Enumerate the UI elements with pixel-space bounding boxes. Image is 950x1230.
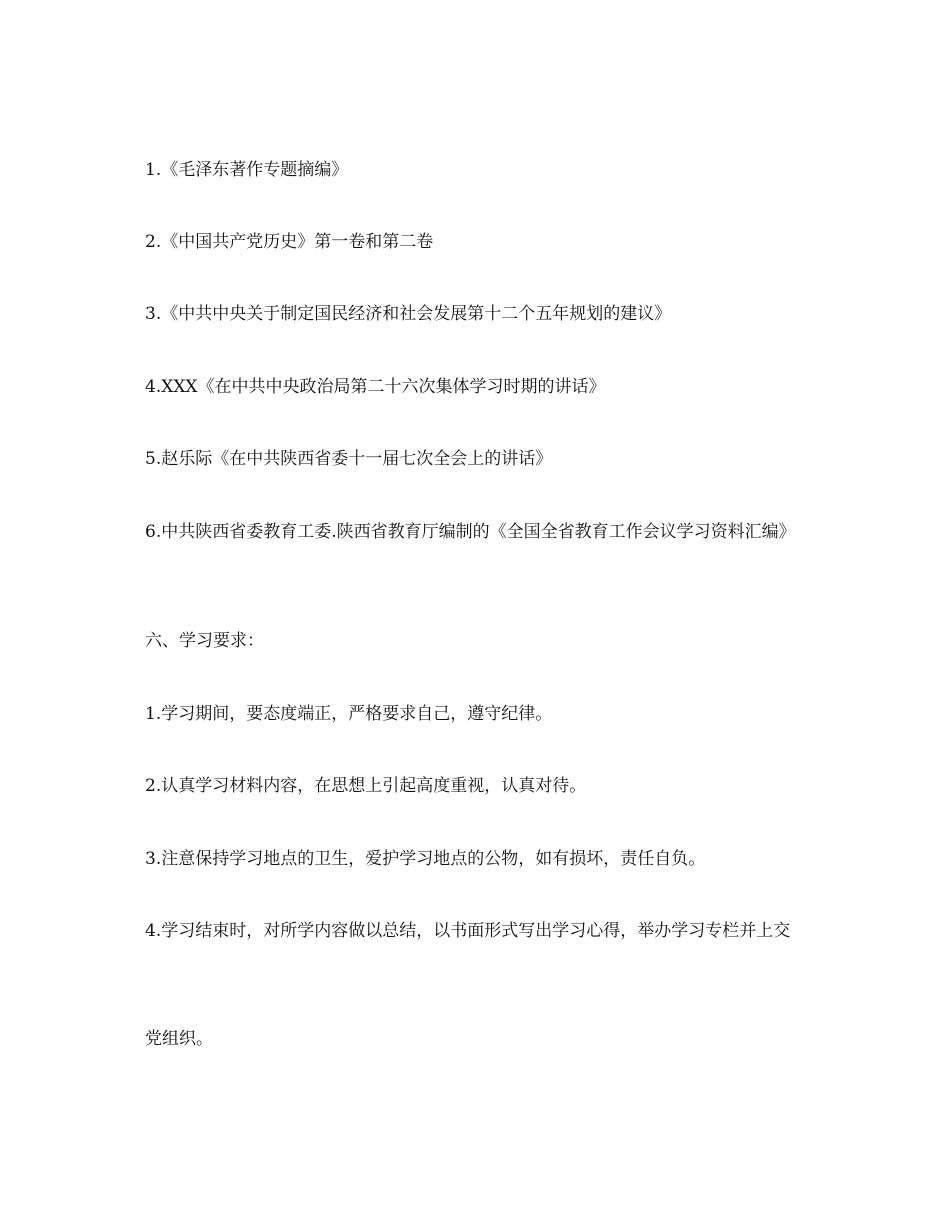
material-item-6: 6.中共陕西省委教育工委.陕西省教育厅编制的《全国全省教育工作会议学习资料汇编》 <box>145 522 796 542</box>
requirement-item-4: 4.学习结束时，对所学内容做以总结，以书面形式写出学习心得，举办学习专栏并上交 <box>145 921 791 941</box>
requirement-item-1: 1.学习期间，要态度端正，严格要求自己，遵守纪律。 <box>145 704 553 724</box>
material-item-1: 1.《毛泽东著作专题摘编》 <box>145 160 349 180</box>
material-item-2: 2.《中国共产党历史》第一卷和第二卷 <box>145 232 434 252</box>
material-item-3: 3.《中共中央关于制定国民经济和社会发展第十二个五年规划的建议》 <box>145 304 672 324</box>
material-item-5: 5.赵乐际《在中共陕西省委十一届七次全会上的讲话》 <box>145 449 553 469</box>
requirement-item-4-continued: 党组织。 <box>145 1029 213 1049</box>
requirement-item-2: 2.认真学习材料内容，在思想上引起高度重视，认真对待。 <box>145 776 587 796</box>
section-heading-requirements: 六、学习要求： <box>145 631 264 651</box>
requirement-item-3: 3.注意保持学习地点的卫生，爱护学习地点的公物，如有损坏，责任自负。 <box>145 849 706 869</box>
material-item-4: 4.XXX《在中共中央政治局第二十六次集体学习时期的讲话》 <box>145 377 606 397</box>
